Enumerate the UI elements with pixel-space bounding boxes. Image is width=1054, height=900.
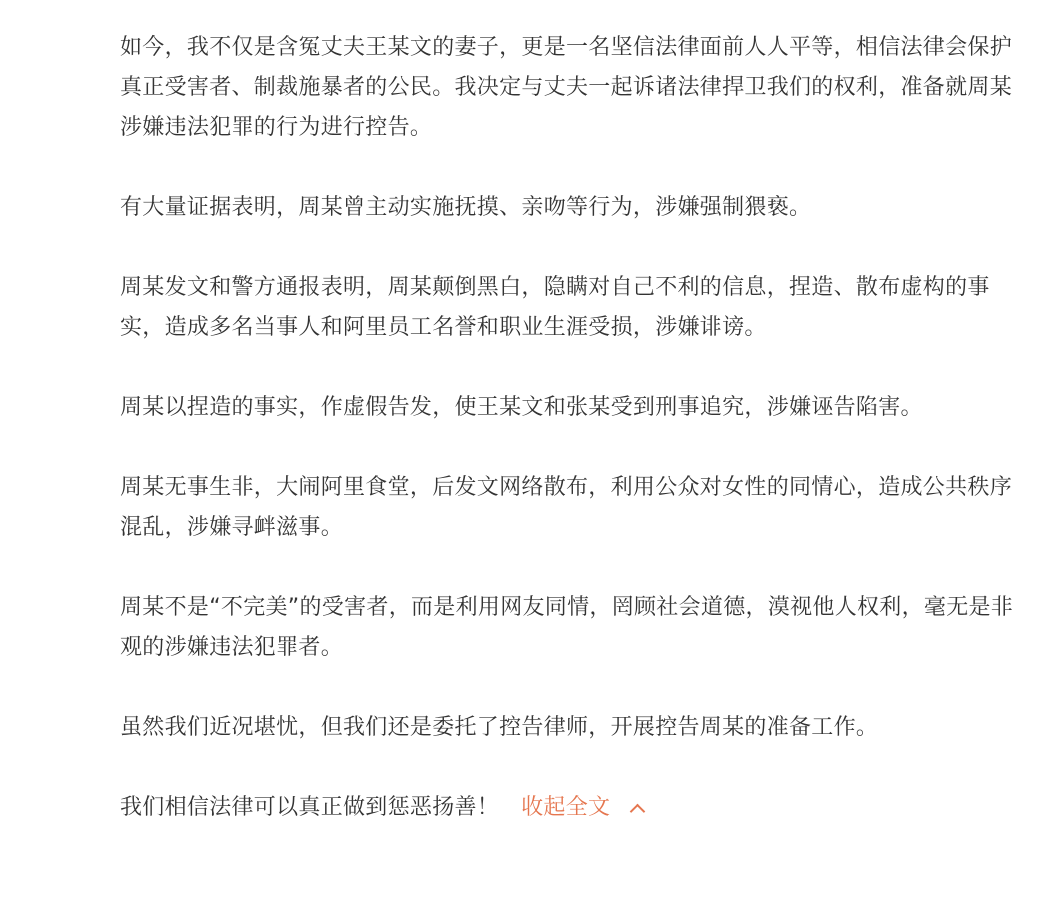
article-paragraph: 周某不是“不完美”的受害者，而是利用网友同情，罔顾社会道德，漠视他人权利，毫无是非观的涉嫌违法犯罪者。 — [120, 595, 1014, 660]
article-paragraph: 周某无事生非，大闹阿里食堂，后发文网络散布，利用公众对女性的同情心，造成公共秩序混乱，涉嫌寻衅滋事。 — [120, 475, 1013, 540]
article-body — [120, 28, 1020, 828]
collapse-full-text-button[interactable] — [521, 788, 643, 828]
chevron-up-icon — [630, 803, 646, 819]
collapse-label: 收起全文 — [521, 795, 611, 820]
article-closing-text: 我们相信法律可以真正做到惩恶扬善！ — [120, 795, 500, 820]
article-paragraph: 周某发文和警方通报表明，周某颠倒黑白，隐瞒对自己不利的信息，捏造、散布虚构的事实，造成多名当事人和阿里员工名誉和职业生涯受损，涉嫌诽谤。 — [120, 275, 990, 340]
article-closing-row — [120, 788, 1020, 828]
article-paragraph: 虽然我们近况堪忧，但我们还是委托了控告律师，开展控告周某的准备工作。 — [120, 715, 879, 740]
article-paragraph: 如今，我不仅是含冤丈夫王某文的妻子，更是一名坚信法律面前人人平等，相信法律会保护真正受害者、制裁施暴者的公民。我决定与丈夫一起诉诸法律捍卫我们的权利，准备就周某涉嫌违法犯罪的行为进行控告。 — [120, 35, 1013, 140]
article-paragraph: 有大量证据表明，周某曾主动实施抚摸、亲吻等行为，涉嫌强制猥亵。 — [120, 195, 812, 220]
article-paragraph: 周某以捏造的事实，作虚假告发，使王某文和张某受到刑事追究，涉嫌诬告陷害。 — [120, 395, 923, 420]
